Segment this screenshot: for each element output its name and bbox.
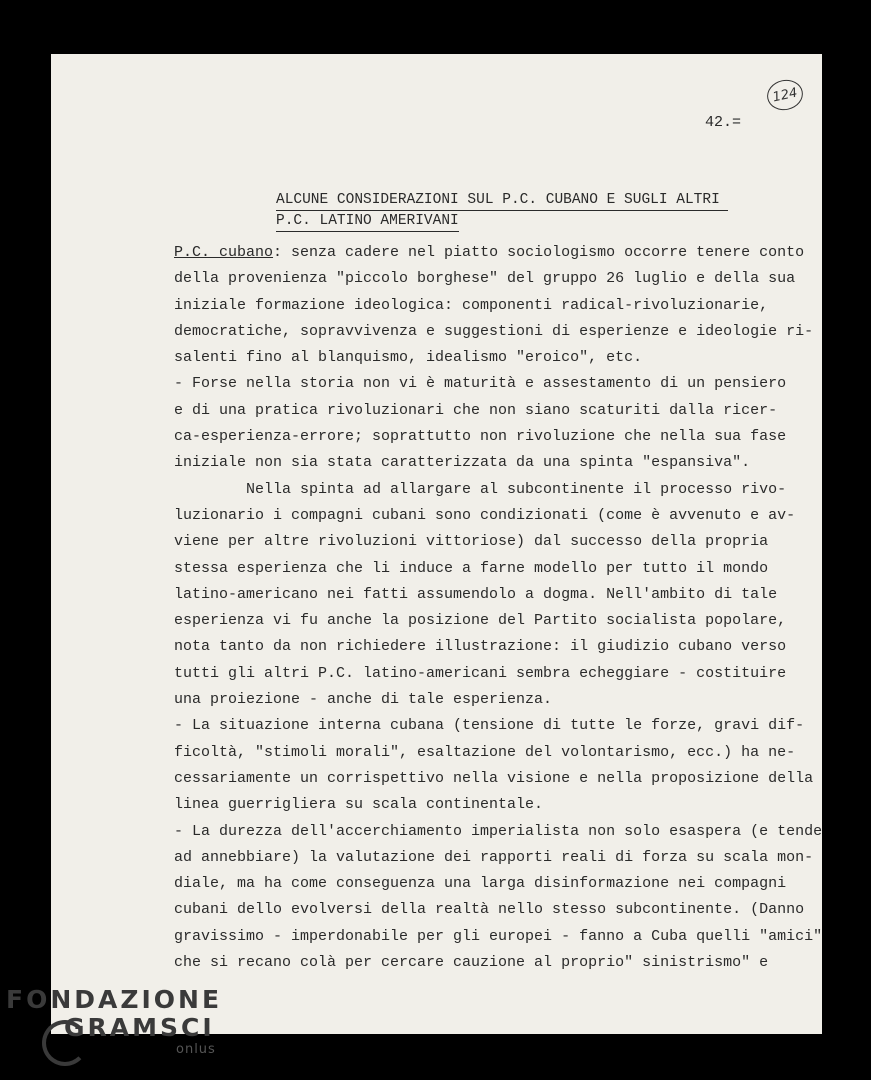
body-line: luzionario i compagni cubani sono condizionati (come è avvenuto e av- — [174, 506, 796, 524]
body-line: che si recano colà per cercare cauzione al proprio" sinistrismo" e — [174, 954, 769, 972]
body-line: nota tanto da non richiedere illustrazione: il giudizio cubano verso — [174, 638, 787, 656]
body-line: ficoltà, "stimoli morali", esaltazione del volontarismo, ecc.) ha ne- — [174, 743, 796, 761]
archive-stamp-number: 124 — [771, 85, 799, 105]
body-line-text: : senza cadere nel piatto sociologismo occorre tenere conto — [273, 244, 805, 261]
watermark-line-1: FONDAZIONE — [6, 985, 223, 1014]
body-line: della provenienza "piccolo borghese" del gruppo 26 luglio e della sua — [174, 270, 796, 288]
body-line: democratiche, sopravvivenza e suggestioni di esperienze e ideologie ri- — [174, 322, 814, 340]
body-line: iniziale non sia stata caratterizzata da una spinta "espansiva". — [174, 454, 751, 472]
fondazione-gramsci-watermark — [6, 986, 222, 1057]
body-line: ad annebbiare) la valutazione dei rapporti reali di forza su scala mon- — [174, 848, 814, 866]
body-line: iniziale formazione ideologica: componenti radical-rivoluzionarie, — [174, 296, 769, 314]
body-line: salenti fino al blanquismo, idealismo "eroico", etc. — [174, 349, 643, 367]
body-line: - Forse nella storia non vi è maturità e assestamento di un pensiero — [174, 375, 787, 393]
body-line: stessa esperienza che li induce a farne modello per tutto il mondo — [174, 559, 769, 577]
body-line: - La situazione interna cubana (tensione di tutte le forze, gravi dif- — [174, 717, 805, 735]
body-line: tutti gli altri P.C. latino-americani sembra echeggiare - costituire — [174, 664, 787, 682]
body-line: linea guerrigliera su scala continentale. — [174, 796, 544, 814]
body-line: cessariamente un corrispettivo nella visione e nella proposizione della — [174, 769, 814, 787]
body-line: latino-americano nei fatti assumendolo a dogma. Nell'ambito di tale — [174, 585, 778, 603]
body-text — [174, 240, 824, 976]
watermark-line-3: onlus — [176, 1042, 216, 1057]
body-line: gravissimo - imperdonabile per gli europei - fanno a Cuba quelli "amici" — [174, 927, 823, 945]
body-line: Nella spinta ad allargare al subcontinente il processo rivo- — [174, 480, 787, 498]
document-title — [276, 190, 746, 232]
title-line-1: ALCUNE CONSIDERAZIONI SUL P.C. CUBANO E SUGLI ALTRI — [276, 190, 728, 211]
body-line: diale, ma ha come conseguenza una larga disinformazione nei compagni — [174, 875, 787, 893]
body-line: cubani dello evolversi della realtà nello stesso subcontinente. (Danno — [174, 901, 805, 919]
body-line: viene per altre rivoluzioni vittoriose) dal successo della propria — [174, 533, 769, 551]
body-line: - La durezza dell'accerchiamento imperialista non solo esaspera (e tende — [174, 822, 823, 840]
body-line: ca-esperienza-errore; soprattutto non rivoluzione che nella sua fase — [174, 428, 787, 446]
body-line: e di una pratica rivoluzionari che non siano scaturiti dalla ricer- — [174, 401, 778, 419]
lead-label: P.C. cubano — [174, 244, 274, 261]
title-line-2: P.C. LATINO AMERIVANI — [276, 211, 459, 232]
watermark-line-2: GRAMSCI — [64, 1013, 215, 1042]
page-number: 42.= — [705, 114, 742, 131]
body-line — [174, 240, 824, 266]
body-line: una proiezione - anche di tale esperienza. — [174, 691, 553, 709]
body-line: esperienza vi fu anche la posizione del Partito socialista popolare, — [174, 612, 787, 630]
